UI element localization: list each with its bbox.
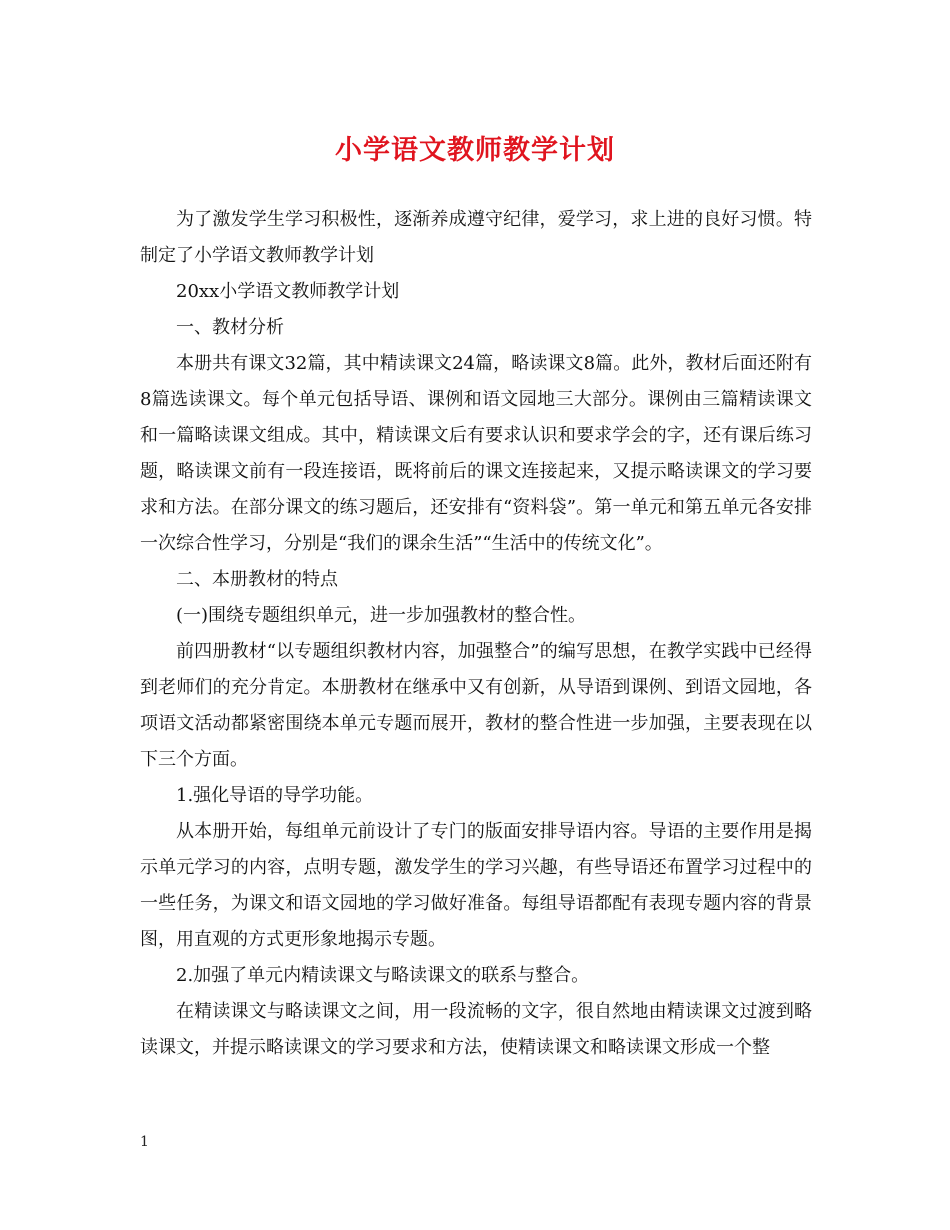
item-reading-integration: 2.加强了单元内精读课文与略读课文的联系与整合。 <box>176 965 590 986</box>
paragraph-guide-function: 从本册开始，每组单元前设计了专门的版面安排导语内容。导语的主要作用是揭示单元学习的内容，点明专题，激发学生的学习兴趣，有些导语还布置学习过程中的一些任务，为课文和语文园地的学习做好准备。每组导语都配有表现专题内容的背景图，用直观的方式更形象地揭示专题。 <box>140 821 812 950</box>
paragraph-thematic-units: 前四册教材“以专题组织教材内容，加强整合”的编写思想，在教学实践中已经得到老师们的充分肯定。本册教材在继承中又有创新，从导语到课例、到语文园地，各项语文活动都紧密围绕本单元专题而展开，教材的整合性进一步加强，主要表现在以下三个方面。 <box>140 641 812 770</box>
document-body <box>140 202 812 1066</box>
section-heading-textbook-features: 二、本册教材的特点 <box>176 569 338 590</box>
paragraph-intro: 为了激发学生学习积极性，逐渐养成遵守纪律，爱学习，求上进的良好习惯。特制定了小学语文教师教学计划 <box>140 209 812 266</box>
item-guide-function: 1.强化导语的导学功能。 <box>176 785 374 806</box>
subheading-thematic-units: (一)围绕专题组织单元，进一步加强教材的整合性。 <box>176 605 587 626</box>
document-title: 小学语文教师教学计划 <box>335 135 615 166</box>
paragraph-textbook-analysis: 本册共有课文32篇，其中精读课文24篇，略读课文8篇。此外，教材后面还附有8篇选读课文。每个单元包括导语、课例和语文园地三大部分。课例由三篇精读课文和一篇略读课文组成。其中，精读课文后有要求认识和要求学会的字，还有课后练习题，略读课文前有一段连接语，既将前后的课文连接起来，又提示略读课文的学习要求和方法。在部分课文的练习题后，还安排有“资料袋”。第一单元和第五单元各安排一次综合性学习，分别是“我们的课余生活”“生活中的传统文化”。 <box>140 353 812 554</box>
page-number: 1 <box>140 1134 149 1150</box>
paragraph-plan-title: 20xx小学语文教师教学计划 <box>176 281 400 302</box>
section-heading-textbook-analysis: 一、教材分析 <box>176 317 284 338</box>
paragraph-reading-integration: 在精读课文与略读课文之间，用一段流畅的文字，很自然地由精读课文过渡到略读课文，并提示略读课文的学习要求和方法，使精读课文和略读课文形成一个整 <box>140 1001 812 1058</box>
